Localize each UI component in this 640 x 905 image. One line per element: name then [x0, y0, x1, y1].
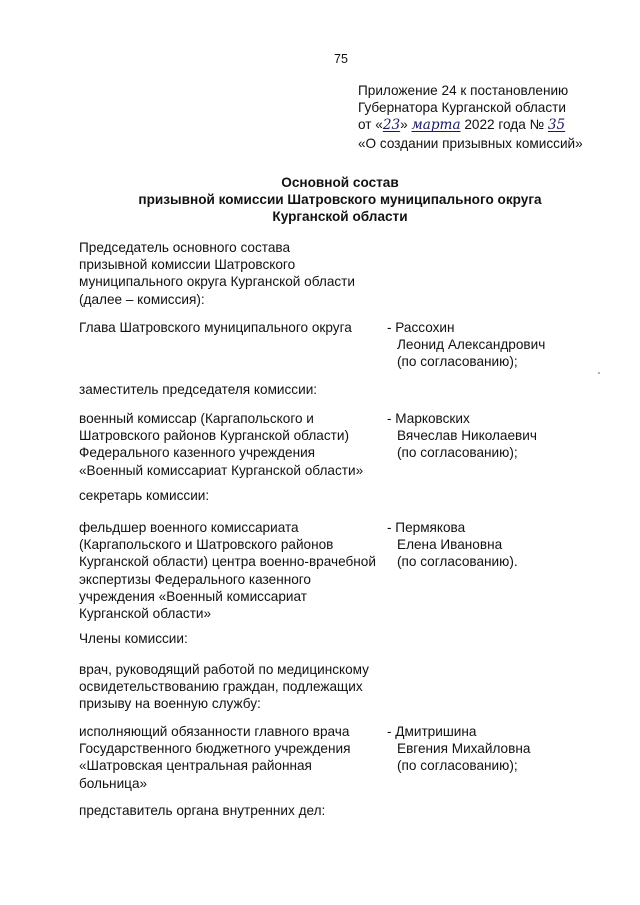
deputy-position [79, 410, 363, 479]
police-heading-line: представитель органа внутренних дел: [79, 803, 326, 818]
police-heading [79, 802, 325, 819]
position-line: больница» [79, 775, 148, 791]
appendix-year: 2022 года № [460, 117, 548, 133]
chairman-heading-line: муниципального округа Курганской области [79, 274, 356, 290]
handwritten-day: 23 [382, 117, 401, 134]
chairman-heading [79, 239, 355, 308]
appendix-line-2: Губернатора Курганской области [358, 100, 566, 116]
person-given-names: Вячеслав Николаевич [397, 428, 537, 444]
doctor-heading-line: врач, руководящий работой по медицинскому [79, 662, 369, 677]
doctor-person [387, 723, 530, 775]
deputy-heading-line: заместитель председателя комиссии: [79, 382, 318, 397]
person-note: (по согласованию); [397, 354, 518, 370]
chairman-person [387, 319, 545, 371]
position-line: Курганской области) центра военно-врачебной [79, 554, 376, 570]
position-line: Государственного бюджетного учреждения [79, 741, 351, 757]
person-given-names: Леонид Александрович [397, 337, 546, 353]
chairman-heading-line: (далее – комиссия): [79, 291, 205, 307]
handwritten-month: марта [411, 117, 461, 134]
appendix-line-4: «О создании призывных комиссий» [358, 135, 583, 151]
scan-speck [598, 372, 600, 374]
members-heading [79, 630, 188, 647]
title-line-1: Основной состав [281, 175, 399, 190]
person-surname: - Пермякова [387, 520, 466, 535]
position-line: фельдшер военного комиссариата [79, 520, 299, 535]
person-surname: - Дмитришина [387, 724, 477, 739]
appendix-header [358, 82, 628, 152]
doctor-heading [79, 661, 369, 713]
person-note: (по согласованию); [397, 758, 518, 774]
chairman-heading-line: Председатель основного состава [79, 240, 291, 255]
appendix-line-1: Приложение 24 к постановлению [358, 83, 569, 98]
document-title [100, 174, 580, 226]
position-line: учреждения «Военный комиссариат [79, 588, 307, 604]
person-note: (по согласованию); [397, 445, 518, 461]
appendix-line-3 [358, 116, 628, 134]
appendix-date-mid: » [400, 117, 408, 133]
person-note: (по согласованию). [397, 554, 518, 570]
position-line: Федерального казенного учреждения [79, 445, 316, 461]
title-line-2: призывной комиссии Шатровского муниципального округа [138, 192, 542, 208]
page-number: 75 [334, 52, 348, 66]
position-line: Шатровского районов Курганской области) [79, 428, 349, 444]
chairman-heading-line: призывной комиссии Шатровского [79, 257, 296, 273]
position-line: Курганской области» [79, 606, 212, 622]
position-line: экспертизы Федерального казенного [79, 571, 311, 587]
secretary-person [387, 519, 518, 571]
secretary-heading-line: секретарь комиссии: [79, 488, 210, 503]
position-line: военный комиссар (Каргапольского и [79, 411, 314, 426]
position-line: «Шатровская центральная районная [79, 758, 312, 774]
secretary-position [79, 519, 376, 622]
members-heading-line: Члены комиссии: [79, 631, 188, 646]
position-line: исполняющий обязанности главного врача [79, 724, 350, 739]
doctor-heading-line: призыву на военную службу: [79, 696, 261, 712]
handwritten-number: 35 [547, 117, 566, 134]
deputy-person [387, 410, 537, 462]
person-given-names: Евгения Михайловна [397, 741, 531, 757]
position-line: Глава Шатровского муниципального округа [79, 320, 352, 335]
deputy-heading [79, 381, 317, 398]
position-line: (Каргапольского и Шатровского районов [79, 537, 334, 553]
doctor-heading-line: освидетельствованию граждан, подлежащих [79, 679, 363, 695]
appendix-date-prefix: от « [358, 117, 383, 133]
person-given-names: Елена Ивановна [397, 537, 503, 553]
person-surname: - Марковских [387, 411, 470, 426]
person-surname: - Рассохин [387, 320, 455, 335]
doctor-position [79, 723, 350, 792]
position-line: «Военный комиссариат Курганской области» [79, 462, 364, 478]
secretary-heading [79, 487, 209, 504]
title-line-3: Курганской области [272, 209, 408, 225]
chairman-position [79, 319, 352, 336]
